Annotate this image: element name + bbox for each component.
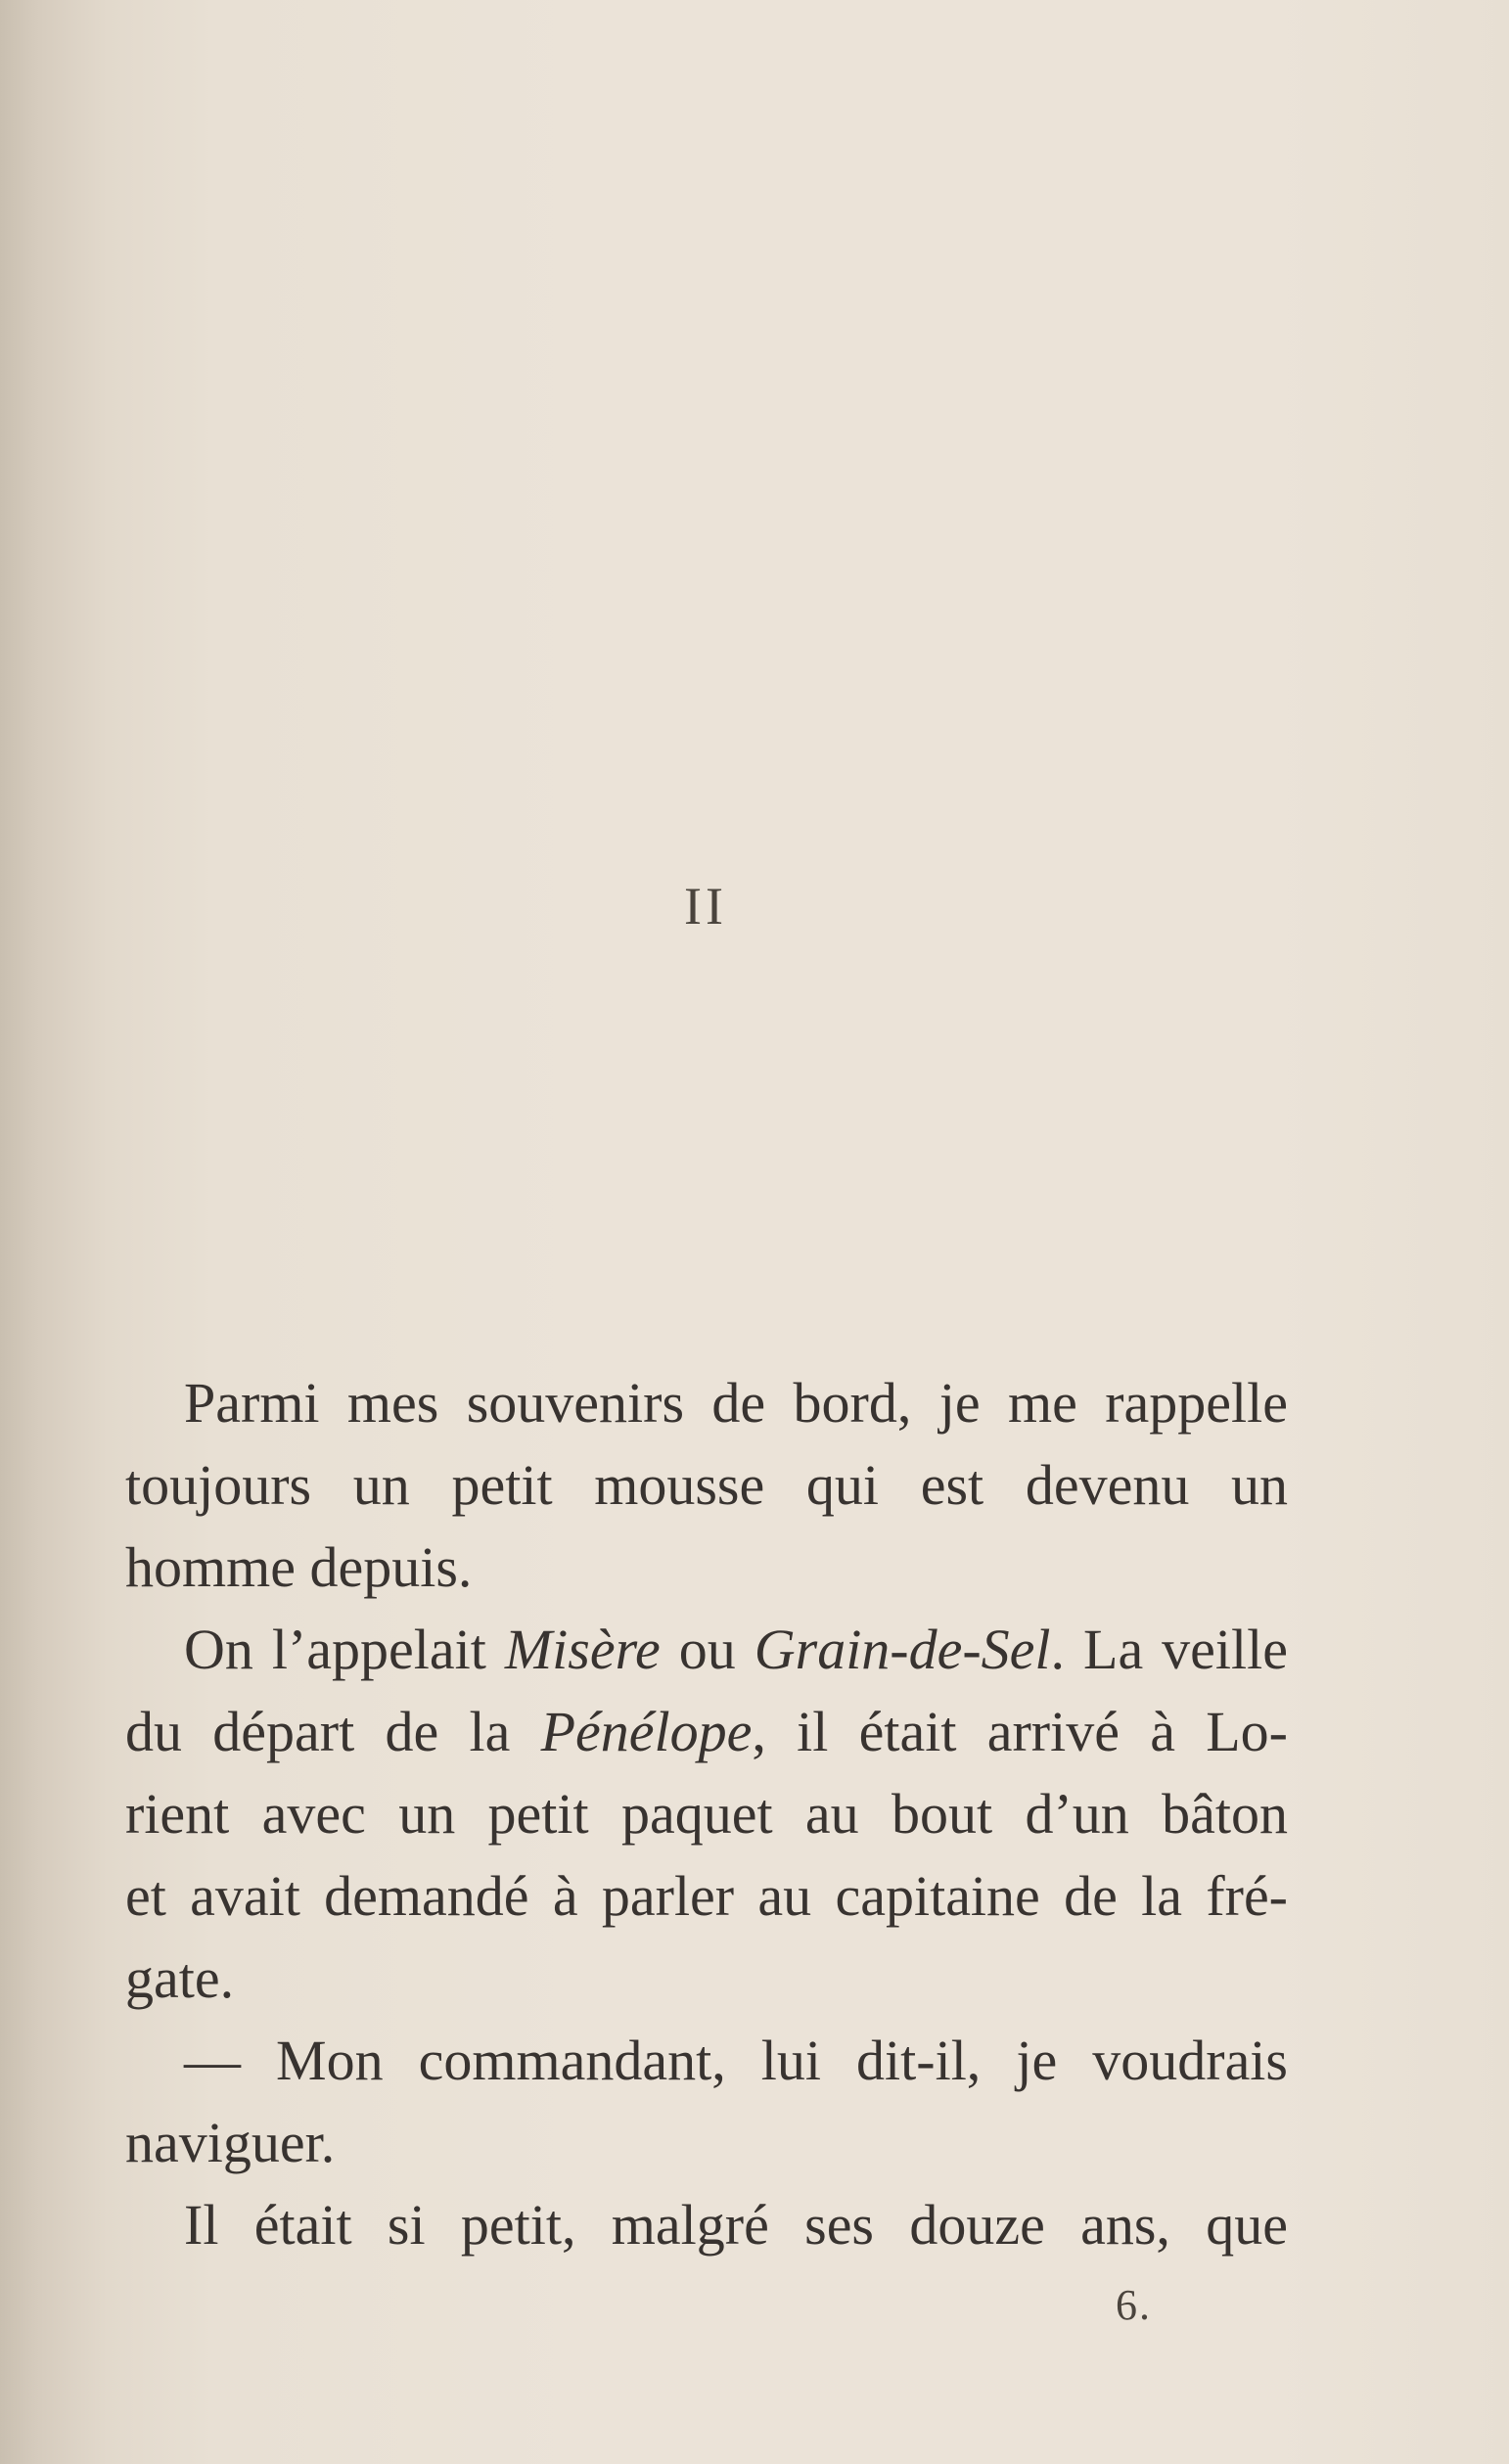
text-line: naviguer. [125, 2111, 336, 2174]
text-line: Il était si petit, malgré ses douze ans, que [184, 2193, 1288, 2257]
text-line [125, 1691, 1288, 1773]
italic-name: Grain-de-Sel [754, 1618, 1051, 1681]
text-span: du départ de la [125, 1700, 541, 1763]
italic-name: Misère [504, 1618, 661, 1681]
text-line: rient avec un petit paquet au bout d’un bâton [125, 1782, 1288, 1846]
signature-mark: 6. [1116, 2281, 1152, 2329]
text-line: et avait demandé à parler au capitaine de la fré- [125, 1864, 1288, 1928]
text-span: ou [660, 1618, 754, 1681]
text-line: Parmi mes souvenirs de bord, je me rappelle [184, 1371, 1288, 1435]
body-text [125, 1362, 1288, 2266]
chapter-heading: II [684, 877, 727, 935]
text-span: On l’appelait [184, 1618, 505, 1681]
text-line: — Mon commandant, lui dit-il, je voudrais [184, 2029, 1288, 2092]
text-span: , il était arrivé à Lo- [752, 1700, 1288, 1763]
text-line: gate. [125, 1946, 235, 2010]
italic-ship-name: Pénélope [540, 1700, 753, 1763]
text-line: homme depuis. [125, 1535, 473, 1599]
text-line [125, 1609, 1288, 1691]
text-span: . La veille [1050, 1618, 1289, 1681]
text-line: toujours un petit mousse qui est devenu un [125, 1453, 1288, 1517]
